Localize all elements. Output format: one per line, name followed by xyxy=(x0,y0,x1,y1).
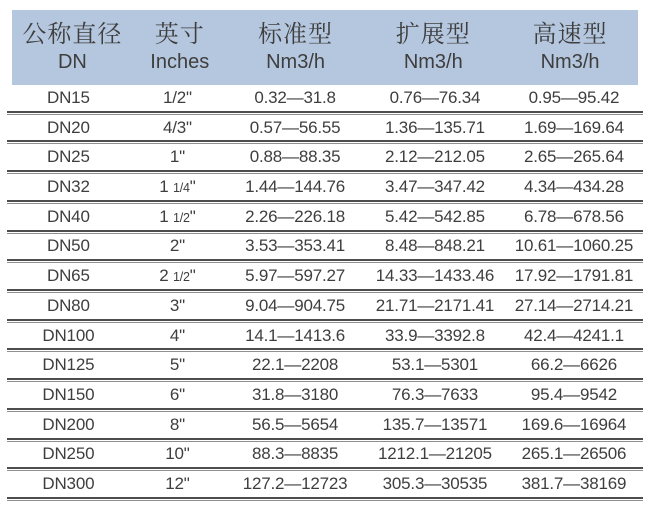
cell-extended: 135.7—13571 xyxy=(382,414,488,434)
cell-standard: 22.1—2208 xyxy=(252,355,339,375)
header-col-highspeed-cn: 高速型 xyxy=(532,20,608,48)
cell-inches: 3" xyxy=(169,295,185,315)
cell-highspeed: 6.78—678.56 xyxy=(523,206,624,226)
cell-standard: 127.2—12723 xyxy=(242,474,348,494)
header-col-dn xyxy=(12,21,133,75)
cell-dn: DN250 xyxy=(42,444,95,464)
cell-dn: DN200 xyxy=(42,414,95,434)
cell-inches: 6" xyxy=(169,385,185,405)
cell-extended: 76.3—7633 xyxy=(391,385,479,405)
header-col-highspeed-en: Nm3/h xyxy=(540,51,600,74)
table-row xyxy=(7,442,643,472)
cell-inches: 12" xyxy=(165,474,190,494)
cell-inches: 1 1/2" xyxy=(159,206,196,226)
header-col-dn-en: DN xyxy=(57,51,87,74)
cell-standard: 0.88—88.35 xyxy=(249,147,341,167)
cell-highspeed: 66.2—6626 xyxy=(530,355,617,375)
header-col-extended-cn: 扩展型 xyxy=(395,20,471,48)
row-divider xyxy=(7,497,643,501)
cell-inches: 4" xyxy=(169,325,185,345)
table-row xyxy=(7,323,643,353)
table-row xyxy=(7,263,643,293)
cell-dn: DN25 xyxy=(47,147,90,167)
cell-dn: DN125 xyxy=(42,355,95,375)
cell-inches: 1" xyxy=(169,147,185,167)
cell-standard: 3.53—353.41 xyxy=(245,236,346,256)
cell-dn: DN80 xyxy=(47,295,90,315)
cell-extended: 1.36—135.71 xyxy=(385,117,485,137)
header-col-standard xyxy=(227,21,365,75)
cell-standard: 2.26—226.18 xyxy=(245,206,346,226)
cell-highspeed: 0.95—95.42 xyxy=(528,87,620,107)
cell-dn: DN40 xyxy=(47,206,90,226)
cell-dn: DN150 xyxy=(42,385,95,405)
cell-inches: 2" xyxy=(169,236,185,256)
cell-extended: 8.48—848.21 xyxy=(385,236,485,256)
cell-standard: 5.97—597.27 xyxy=(245,266,346,286)
table-row xyxy=(7,293,643,323)
cell-inches: 10" xyxy=(165,444,190,464)
cell-extended: 53.1—5301 xyxy=(391,355,479,375)
cell-extended: 1212.1—21205 xyxy=(378,444,492,464)
cell-extended: 33.9—3392.8 xyxy=(385,325,485,345)
cell-highspeed: 265.1—26506 xyxy=(521,444,627,464)
table-row xyxy=(7,352,643,382)
cell-highspeed: 17.92—1791.81 xyxy=(514,266,634,286)
cell-extended: 14.33—1433.46 xyxy=(375,266,495,286)
header-col-standard-en: Nm3/h xyxy=(266,51,326,74)
header-col-inches-cn: 英寸 xyxy=(154,20,205,48)
header-col-inches xyxy=(133,21,227,75)
table-row xyxy=(7,471,643,501)
cell-highspeed: 27.14—2714.21 xyxy=(514,295,634,315)
cell-highspeed: 169.6—16964 xyxy=(521,414,627,434)
header-col-extended xyxy=(364,21,502,75)
cell-highspeed: 42.4—4241.1 xyxy=(523,325,624,345)
cell-dn: DN300 xyxy=(42,474,95,494)
cell-inches: 5" xyxy=(169,355,185,375)
cell-highspeed: 4.34—434.28 xyxy=(523,177,624,197)
cell-standard: 0.57—56.55 xyxy=(249,117,341,137)
cell-highspeed: 381.7—38169 xyxy=(521,474,627,494)
cell-dn: DN100 xyxy=(42,325,95,345)
table-row xyxy=(7,115,643,145)
cell-standard: 14.1—1413.6 xyxy=(245,325,346,345)
cell-highspeed: 1.69—169.64 xyxy=(523,117,624,137)
table-row xyxy=(7,234,643,264)
header-col-standard-cn: 标准型 xyxy=(258,20,334,48)
table xyxy=(7,10,643,501)
table-row xyxy=(7,382,643,412)
cell-extended: 0.76—76.34 xyxy=(389,87,481,107)
table-row xyxy=(7,85,643,115)
cell-inches: 1 1/4" xyxy=(159,177,196,197)
cell-inches: 1/2" xyxy=(162,87,192,107)
cell-extended: 5.42—542.85 xyxy=(385,206,485,226)
cell-inches: 2 1/2" xyxy=(159,266,196,286)
table-body xyxy=(7,85,643,501)
table-row xyxy=(7,204,643,234)
cell-dn: DN20 xyxy=(47,117,90,137)
header-col-highspeed xyxy=(502,21,638,75)
cell-inches: 4/3" xyxy=(162,117,192,137)
header-col-inches-en: Inches xyxy=(150,51,210,74)
cell-dn: DN32 xyxy=(47,177,90,197)
cell-highspeed: 95.4—9542 xyxy=(530,385,617,405)
cell-highspeed: 2.65—265.64 xyxy=(523,147,624,167)
cell-standard: 1.44—144.76 xyxy=(245,177,346,197)
cell-highspeed: 10.61—1060.25 xyxy=(514,236,634,256)
cell-dn: DN50 xyxy=(47,236,90,256)
cell-standard: 56.5—5654 xyxy=(252,414,339,434)
cell-standard: 31.8—3180 xyxy=(252,385,339,405)
cell-extended: 21.71—2171.41 xyxy=(375,295,495,315)
cell-extended: 305.3—30535 xyxy=(382,474,488,494)
cell-extended: 3.47—347.42 xyxy=(385,177,485,197)
cell-standard: 0.32—31.8 xyxy=(254,87,336,107)
table-row xyxy=(7,412,643,442)
cell-standard: 88.3—8835 xyxy=(252,444,339,464)
table-row xyxy=(7,174,643,204)
table-row xyxy=(7,144,643,174)
cell-extended: 2.12—212.05 xyxy=(385,147,485,167)
cell-standard: 9.04—904.75 xyxy=(245,295,346,315)
header-col-extended-en: Nm3/h xyxy=(403,51,463,74)
cell-dn: DN15 xyxy=(47,87,90,107)
header-col-dn-cn: 公称直径 xyxy=(22,20,123,48)
cell-dn: DN65 xyxy=(47,266,90,286)
cell-inches: 8" xyxy=(169,414,185,434)
table-header xyxy=(12,10,638,85)
